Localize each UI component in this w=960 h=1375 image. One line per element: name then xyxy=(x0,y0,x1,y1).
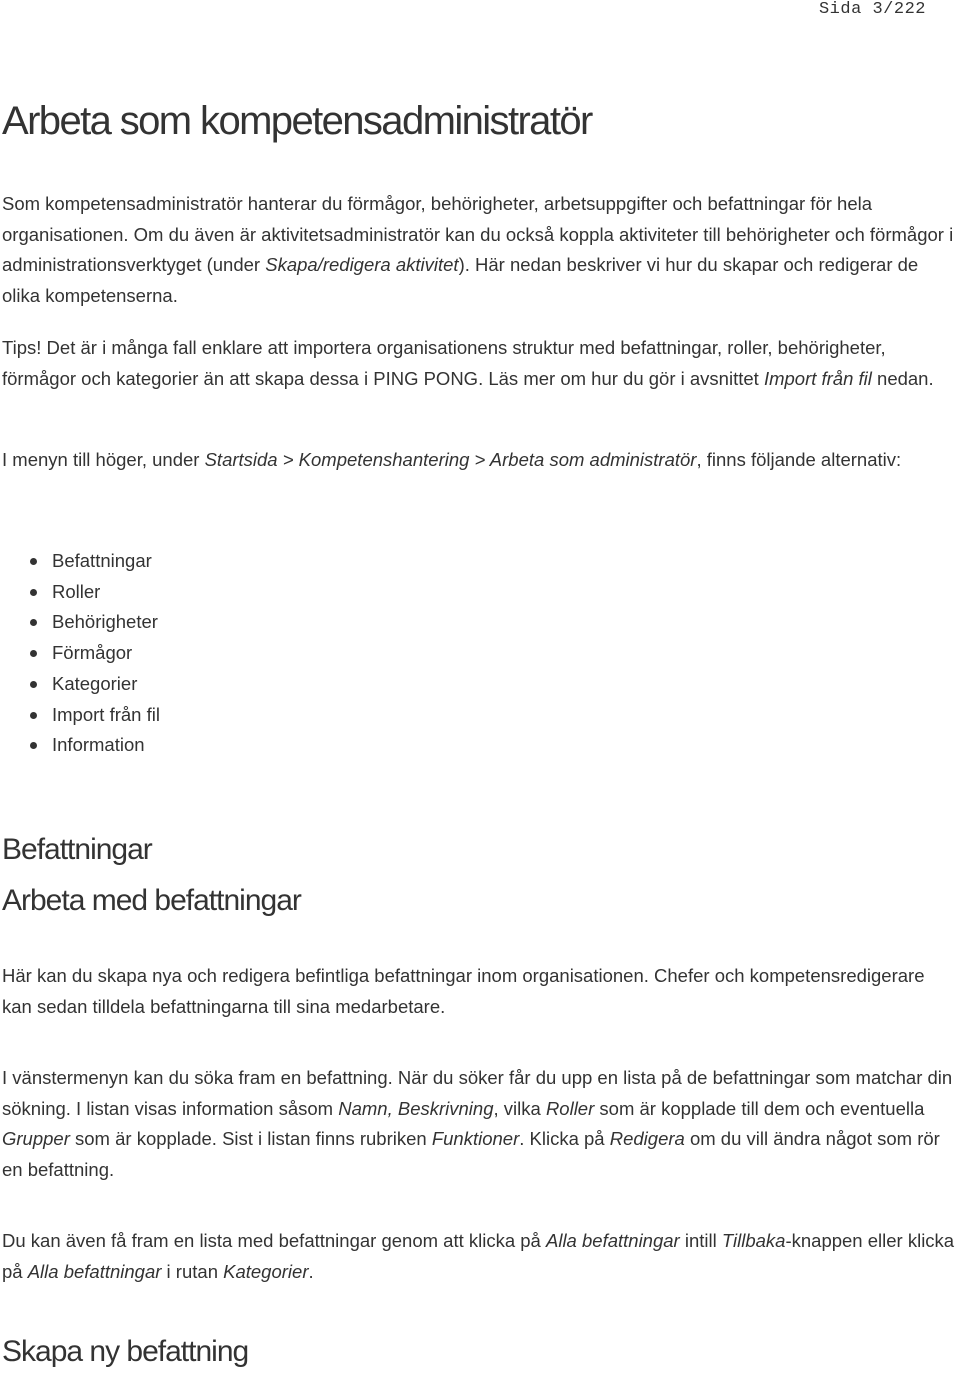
tips-text-end: nedan. xyxy=(871,367,934,389)
tips-paragraph xyxy=(2,333,957,394)
page-number: Sida 3/222 xyxy=(818,0,926,19)
list-item-label: Roller xyxy=(52,580,101,602)
bullet-icon xyxy=(30,681,37,688)
italic-run: Kategorier xyxy=(223,1260,309,1282)
bullet-icon xyxy=(30,650,37,657)
page-title: Arbeta som kompetensadministratör xyxy=(2,99,592,143)
list-item xyxy=(52,607,160,638)
befattningar-paragraph-1: Här kan du skapa nya och redigera befintliga befattningar inom organisationen. Chefer och kompetensredigerare kan sedan tilldela befattningarna till sina medarbetare. xyxy=(2,965,925,1017)
list-item xyxy=(52,730,160,761)
section-heading-befattningar: Befattningar xyxy=(2,833,152,866)
intro-text: Som kompetensadministratör hanterar du förmågor, behörigheter, arbetsuppgifter och befattningar för hela organisationen. Om du även är aktivitetsadministratör kan du också koppla aktiviteter till behörigheter och förmågor i administrationsverktyget (under xyxy=(2,193,954,275)
text-run: . xyxy=(308,1260,314,1282)
text-run: -knappen eller klicka på xyxy=(2,1230,955,1282)
befattningar-paragraph-2 xyxy=(2,1063,957,1185)
bullet-icon xyxy=(30,589,37,596)
italic-run: Grupper xyxy=(2,1128,70,1149)
text-run: i rutan xyxy=(161,1260,224,1282)
bullet-icon xyxy=(30,712,37,719)
bullet-icon xyxy=(30,619,37,626)
italic-run: Alla befattningar xyxy=(27,1260,162,1282)
italic-run: Namn, Beskrivning xyxy=(338,1097,494,1119)
italic-run: Funktioner xyxy=(431,1128,520,1149)
intro-italic-link: Skapa/redigera aktivitet xyxy=(265,254,459,275)
befattningar-paragraph-3 xyxy=(2,1226,957,1287)
list-item xyxy=(52,577,160,608)
italic-run: Redigera xyxy=(609,1128,685,1149)
list-item xyxy=(52,700,160,731)
text-run: om du vill ändra något som rör en befattning. xyxy=(2,1128,940,1180)
text-run: som är kopplade. Sist i listan finns rubriken xyxy=(69,1128,432,1149)
section-subheading: Arbeta med befattningar xyxy=(2,884,301,917)
list-item xyxy=(52,638,160,669)
text-run: intill xyxy=(679,1230,722,1251)
section-heading-skapa: Skapa ny befattning xyxy=(2,1335,249,1368)
list-item-label: Kategorier xyxy=(52,672,138,694)
list-item xyxy=(52,669,160,700)
list-item-label: Förmågor xyxy=(52,642,133,664)
text-run: I vänstermenyn kan du söka fram en befattning. När du söker får du upp en lista på de befattningar som matchar din sökning. I listan visas information såsom xyxy=(2,1067,953,1119)
text-run: , vilka xyxy=(493,1097,546,1119)
list-item-label: Befattningar xyxy=(52,550,152,571)
tips-text: Det är i många fall enklare att importera organisationens struktur med befattningar, roller, behörigheter, förmågor och kategorier än att skapa dessa i PING PONG. Läs mer om hur du gör i avsnittet xyxy=(2,337,886,389)
tips-label: Tips! xyxy=(2,337,42,358)
text-run: . Klicka på xyxy=(519,1128,610,1149)
menu-options-list xyxy=(2,546,160,761)
bullet-icon xyxy=(30,558,37,565)
tips-italic: Import från fil xyxy=(763,367,872,389)
menu-text-end: , finns följande alternativ: xyxy=(696,449,902,470)
list-item-label: Information xyxy=(52,734,145,756)
list-item-label: Import från fil xyxy=(52,703,160,725)
text-run: Du kan även få fram en lista med befattningar genom att klicka på xyxy=(2,1230,546,1251)
menu-path: Startsida > Kompetenshantering > Arbeta som administratör xyxy=(204,449,697,470)
bullet-icon xyxy=(30,742,37,749)
italic-run: Alla befattningar xyxy=(546,1230,680,1251)
list-item xyxy=(52,546,160,577)
menu-paragraph xyxy=(2,445,957,476)
text-run: som är kopplade till dem och eventuella xyxy=(594,1097,925,1119)
list-item-label: Behörigheter xyxy=(52,611,158,633)
intro-paragraph xyxy=(2,189,957,311)
intro-text-end: ). Här nedan beskriver vi hur du skapar och redigerar de olika kompetenserna. xyxy=(2,254,919,306)
italic-run: Tillbaka xyxy=(721,1230,786,1251)
menu-text: I menyn till höger, under xyxy=(2,449,205,470)
italic-run: Roller xyxy=(545,1097,595,1119)
